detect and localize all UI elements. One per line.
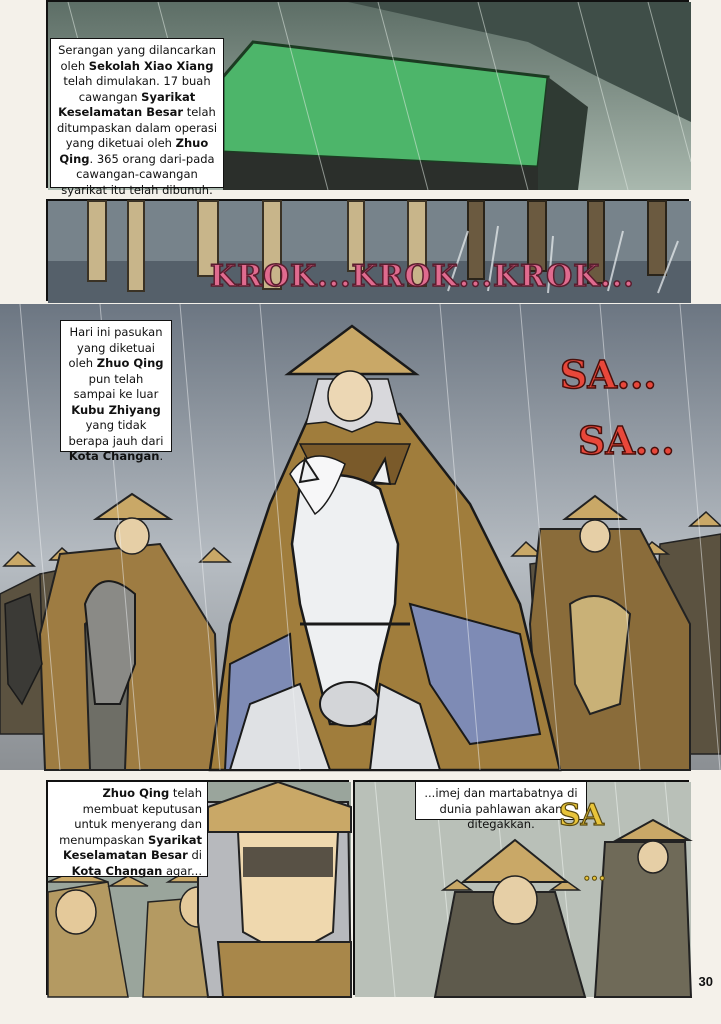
caption-text: Hari ini pasukan yang diketuai oleh	[68, 325, 163, 370]
caption-text: . 365 orang dari-pada cawangan-cawangan syarikat itu telah dibunuh.	[61, 151, 215, 197]
sfx-sa-3-dots: ...	[583, 860, 606, 886]
sfx-sa-2: SA...	[578, 418, 675, 463]
caption-arrival	[60, 320, 172, 463]
caption-text: Serangan yang dilancarkan oleh	[58, 43, 216, 73]
caption-text-bold: Syarikat Keselamatan Besar	[62, 832, 202, 862]
caption-text-bold: Zhuo Qing	[102, 786, 170, 800]
caption-text: yang tidak berapa jauh dari	[68, 418, 164, 448]
sfx-sa-3: SA	[559, 798, 604, 833]
caption-text: telah ditumpaskan dalam operasi yang diketuai oleh	[56, 105, 218, 150]
caption-text: ...imej dan martabatnya di dunia pahlawan akan ditegakkan.	[424, 786, 578, 831]
caption-text: telah membuat keputusan untuk menyerang dan menumpaskan	[59, 786, 202, 847]
panel-zhuo-qing-army	[0, 304, 721, 770]
caption-text-bold: Zhuo Qing	[59, 136, 209, 166]
caption-text: telah dimulakan. 17 buah cawangan	[63, 74, 211, 104]
panel-soldiers-rain	[353, 780, 689, 995]
panel-building-rain	[46, 0, 689, 197]
caption-text-bold: Sekolah Xiao Xiang	[88, 58, 214, 73]
caption-text-bold: Zhuo Qing	[96, 356, 164, 370]
caption-text-bold: Kubu Zhiyang	[71, 402, 161, 417]
caption-attack-report	[50, 38, 224, 197]
caption-decision	[48, 782, 208, 877]
panel-horse-hooves	[46, 199, 689, 301]
sfx-sa-1: SA...	[560, 352, 657, 397]
caption-text-bold: Kota Changan	[68, 449, 160, 463]
page-number: 30	[698, 974, 713, 989]
panel-zhuo-qing-closeup	[46, 780, 349, 995]
caption-text: agar...	[162, 863, 202, 878]
caption-text-bold: Kota Changan	[71, 863, 163, 878]
caption-text: pun telah sampai ke luar	[73, 371, 159, 401]
caption-text: .	[159, 449, 164, 463]
caption-text: di	[187, 848, 202, 862]
caption-text-bold: Syarikat Keselamatan Besar	[58, 89, 196, 119]
sfx-krok: KROK...KROK...KROK...	[210, 259, 635, 294]
